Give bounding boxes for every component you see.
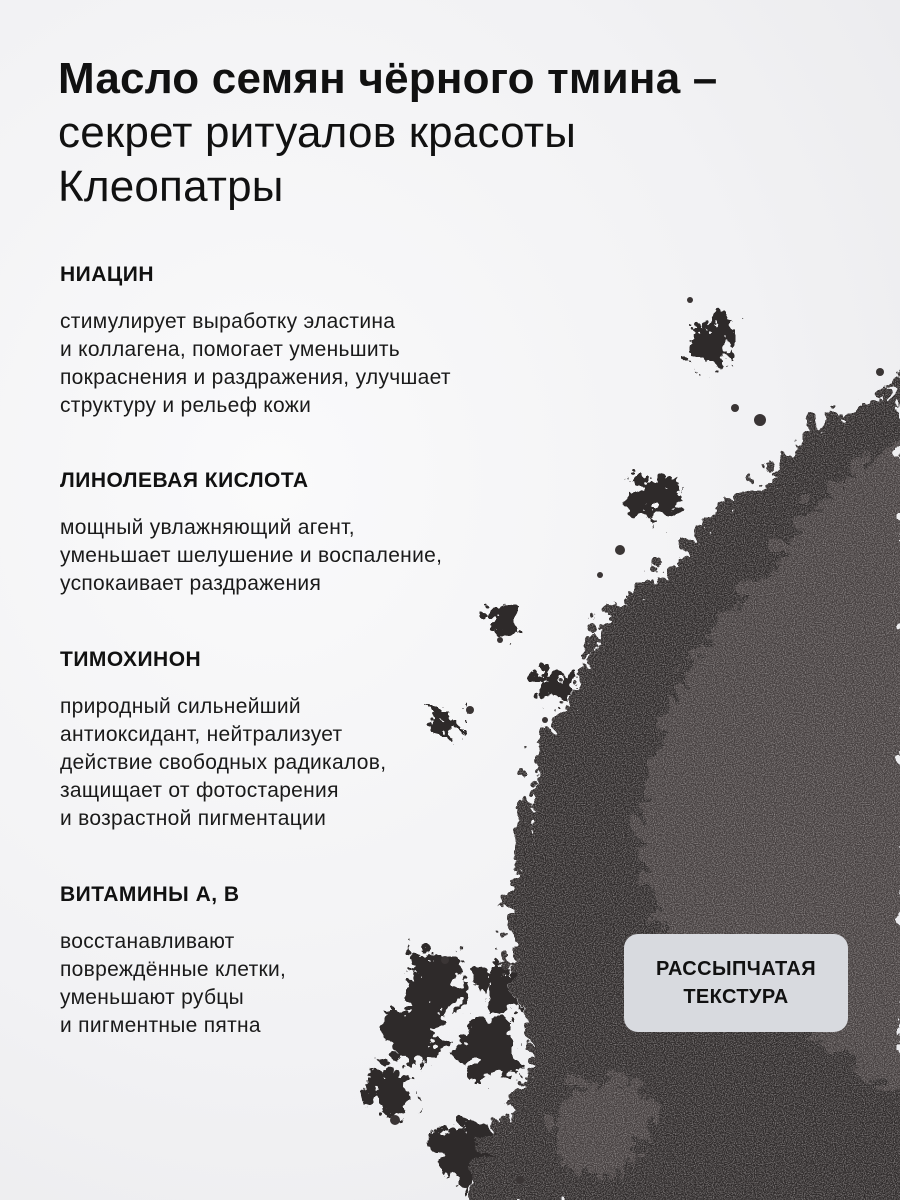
title-line-2: секрет ритуалов красоты <box>58 108 577 157</box>
title-line-3: Клеопатры <box>58 162 284 211</box>
texture-badge: РАССЫПЧАТАЯ ТЕКСТУРА <box>624 934 848 1032</box>
section-heading: ТИМОХИНОН <box>60 648 202 671</box>
section-linoleic-acid <box>60 468 540 598</box>
title-line-1: Масло семян чёрного тмина – <box>58 54 718 103</box>
section-vitamins <box>60 882 540 1040</box>
section-niacin <box>60 262 540 420</box>
page-title <box>58 52 818 214</box>
section-text: стимулирует выработку эластина и коллагена, помогает уменьшить покраснения и раздражения, улучшает структуру и рельеф кожи <box>60 310 451 417</box>
section-text: природный сильнейший антиоксидант, нейтрализует действие свободных радикалов, защищает от фотостарения и возрастной пигментации <box>60 695 387 830</box>
section-thymoquinone <box>60 647 540 833</box>
section-heading: ЛИНОЛЕВАЯ КИСЛОТА <box>60 469 309 492</box>
section-text: восстанавливают повреждённые клетки, уменьшают рубцы и пигментные пятна <box>60 930 287 1037</box>
section-text: мощный увлажняющий агент, уменьшает шелушение и воспаление, успокаивает раздражения <box>60 516 443 595</box>
section-heading: НИАЦИН <box>60 263 155 286</box>
section-heading: ВИТАМИНЫ А, В <box>60 883 240 906</box>
